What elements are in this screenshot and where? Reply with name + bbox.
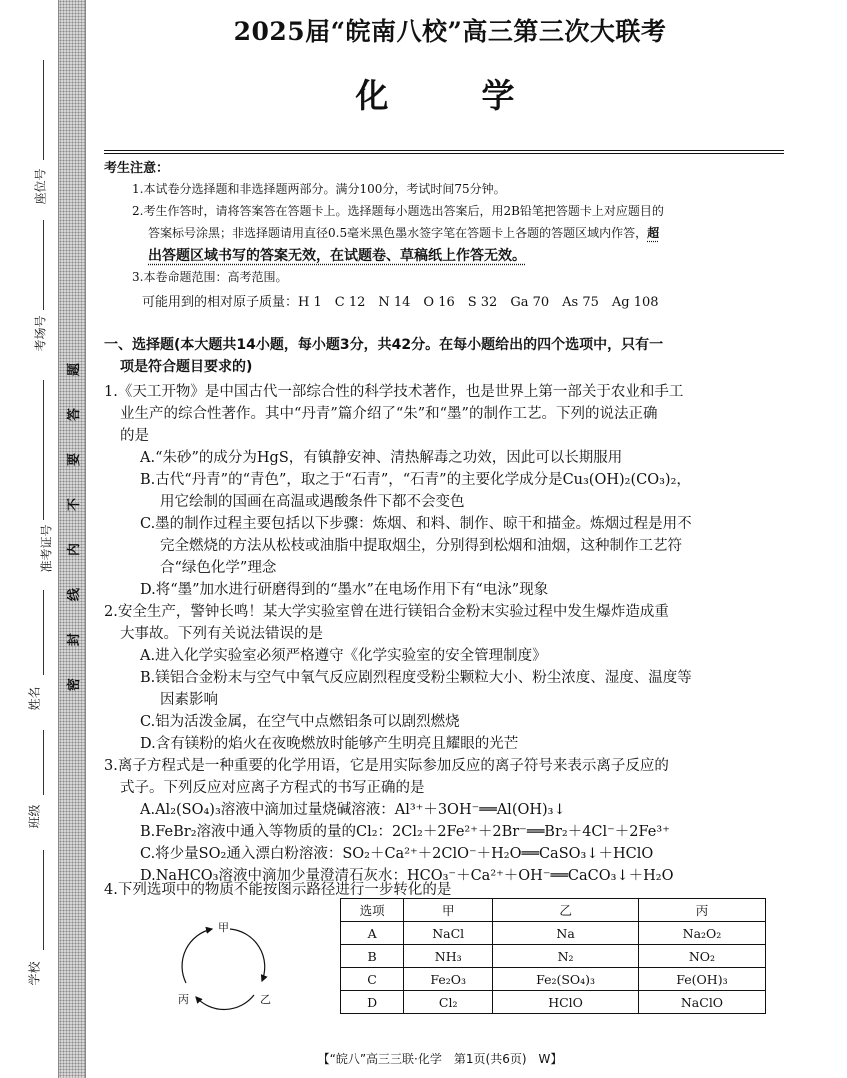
q1-stem: 业生产的综合性著作。其中“丹青”篇介绍了“朱”和“墨”的制作工艺。下列的说法正确	[120, 406, 658, 422]
table-header-cell: 乙	[493, 899, 639, 922]
conversion-cycle-diagram	[168, 915, 278, 1015]
node-bing: 丙	[178, 993, 189, 1006]
notice-line: 3.本卷命题范围：高考范围。	[132, 270, 288, 284]
node-jia: 甲	[218, 921, 229, 934]
q1-option-c: C.墨的制作过程主要包括以下步骤：炼烟、和料、制作、晾干和描金。炼烟过程是用不	[140, 516, 692, 532]
table-header-cell: 选项	[341, 899, 404, 922]
node-yi: 乙	[260, 993, 271, 1006]
seal-char: 不	[67, 497, 83, 512]
q1-option-c: 完全燃烧的方法从松枝或油脂中提取烟尘，分别得到松烟和油烟，这种制作工艺符	[160, 538, 682, 554]
q1-option-b: B.古代“丹青”的“青色”，取之于“石青”，“石青”的主要化学成分是Cu₃(OH)₂(CO₃)₂，	[140, 472, 691, 488]
q1-option-d: D.将“墨”加水进行研磨得到的“墨水”在电场作用下有“电泳”现象	[140, 582, 549, 598]
table-cell: NH₃	[404, 945, 493, 968]
table-header-cell: 甲	[404, 899, 493, 922]
name-line	[43, 590, 44, 675]
table-cell: N₂	[493, 945, 639, 968]
table-row	[341, 922, 766, 945]
atomic-masses: 可能用到的相对原子质量：H 1 C 12 N 14 O 16 S 32 Ga 70 As 75 Ag 108	[142, 295, 659, 310]
divider	[104, 150, 784, 151]
notice-line: 1.本试卷分选择题和非选择题两部分。满分100分，考试时间75分钟。	[132, 182, 506, 196]
q2-option-a: A.进入化学实验室必须严格遵守《化学实验室的安全管理制度》	[140, 648, 547, 664]
seat-number-line	[43, 60, 44, 160]
subject-title: 化 学	[355, 76, 545, 115]
table-cell: Na	[493, 922, 639, 945]
table-cell: Fe(OH)₃	[638, 968, 765, 991]
page-footer: 【“皖八”高三三联·化学 第1页(共6页) W】	[317, 1052, 563, 1066]
table-row	[341, 945, 766, 968]
table-cell: A	[341, 922, 404, 945]
q3-option-a: A.Al₂(SO₄)₃溶液中滴加过量烧碱溶液：Al³⁺＋3OH⁻══Al(OH)₃↓	[140, 802, 566, 818]
table-cell: NaClO	[638, 991, 765, 1014]
q1-option-a: A.“朱砂”的成分为HgS，有镇静安神、清热解毒之功效，因此可以长期服用	[140, 450, 623, 466]
q4-stem: 4.下列选项中的物质不能按图示路径进行一步转化的是	[104, 882, 452, 898]
q2-option-b: 因素影响	[160, 692, 218, 708]
seat-number-label: 座位号	[33, 168, 48, 205]
q1-option-c: 合“绿色化学”理念	[160, 560, 277, 576]
q2-option-c: C.铝为活泼金属，在空气中点燃铝条可以剧烈燃烧	[140, 714, 460, 730]
binding-strip	[58, 0, 86, 1078]
section-heading: 一、选择题(本大题共14小题，每小题3分，共42分。在每小题给出的四个选项中，只有一	[104, 337, 664, 353]
table-row	[341, 968, 766, 991]
name-label: 姓名	[27, 686, 42, 711]
table-cell: Fe₂(SO₄)₃	[493, 968, 639, 991]
table-cell: Fe₂O₃	[404, 968, 493, 991]
q4-options-table	[340, 898, 766, 1014]
table-cell: NO₂	[638, 945, 765, 968]
q2-stem: 大事故。下列有关说法错误的是	[120, 626, 323, 642]
table-cell: C	[341, 968, 404, 991]
table-cell: HClO	[493, 991, 639, 1014]
notice-line: 2.考生作答时，请将答案答在答题卡上。选择题每小题选出答案后，用2B铅笔把答题卡上对应题目的	[132, 204, 664, 218]
ticket-number-line	[43, 380, 44, 520]
q1-stem: 1.《天工开物》是中国古代一部综合性的科学技术著作，也是世界上第一部关于农业和手工	[104, 384, 684, 400]
table-cell: Na₂O₂	[638, 922, 765, 945]
table-cell: B	[341, 945, 404, 968]
q3-option-b: B.FeBr₂溶液中通入等物质的量的Cl₂：2Cl₂＋2Fe²⁺＋2Br⁻══Br₂＋4Cl⁻＋2Fe³⁺	[140, 824, 670, 840]
school-label: 学校	[27, 961, 42, 986]
table-row	[341, 991, 766, 1014]
seal-char: 题	[67, 362, 83, 377]
q2-option-b: B.镁铝合金粉末与空气中氧气反应剧烈程度受粉尘颗粒大小、粉尘浓度、湿度、温度等	[140, 670, 692, 686]
q3-option-c: C.将少量SO₂通入漂白粉溶液：SO₂＋Ca²⁺＋2ClO⁻＋H₂O══CaSO₃↓＋HClO	[140, 846, 654, 862]
class-line	[43, 730, 44, 795]
table-header-cell: 丙	[638, 899, 765, 922]
ticket-number-label: 准考证号	[39, 524, 54, 573]
seal-char: 内	[67, 542, 83, 557]
seal-char: 封	[67, 632, 83, 647]
seal-char: 线	[67, 587, 83, 602]
q1-option-b: 用它绘制的国画在高温或遇酸条件下都不会变色	[160, 494, 465, 510]
exam-title: 2025届“皖南八校”高三第三次大联考	[233, 17, 667, 46]
table-cell: D	[341, 991, 404, 1014]
seal-char: 密	[67, 677, 83, 692]
notice-warning: 出答题区域书写的答案无效，在试题卷、草稿纸上作答无效。	[148, 248, 526, 264]
seal-char: 答	[67, 407, 83, 422]
divider	[104, 153, 784, 154]
q2-option-d: D.含有镁粉的焰火在夜晚燃放时能够产生明亮且耀眼的光芒	[140, 736, 519, 752]
notice-line: 答案标号涂黑；非选择题请用直径0.5毫米黑色墨水签字笔在答题卡上各题的答题区域内作答，超	[148, 226, 660, 240]
school-line	[43, 850, 44, 950]
class-label: 班级	[27, 804, 42, 829]
exam-room-line	[43, 220, 44, 310]
q3-stem: 式子。下列反应对应离子方程式的书写正确的是	[120, 780, 425, 796]
table-cell: NaCl	[404, 922, 493, 945]
exam-room-label: 考场号	[33, 315, 48, 352]
q3-option-d: D.NaHCO₃溶液中滴加少量澄清石灰水：HCO₃⁻＋Ca²⁺＋OH⁻══CaCO₃↓＋H₂O	[140, 868, 674, 884]
section-heading: 项是符合题目要求的)	[120, 359, 253, 375]
seal-char: 要	[67, 452, 83, 467]
table-header-row	[341, 899, 766, 922]
table-cell: Cl₂	[404, 991, 493, 1014]
q2-stem: 2.安全生产，警钟长鸣！某大学实验室曾在进行镁铝合金粉末实验过程中发生爆炸造成重	[104, 604, 669, 620]
q1-stem: 的是	[120, 428, 149, 444]
notice-heading: 考生注意：	[104, 161, 170, 176]
q3-stem: 3.离子方程式是一种重要的化学用语，它是用实际参加反应的离子符号来表示离子反应的	[104, 758, 669, 774]
